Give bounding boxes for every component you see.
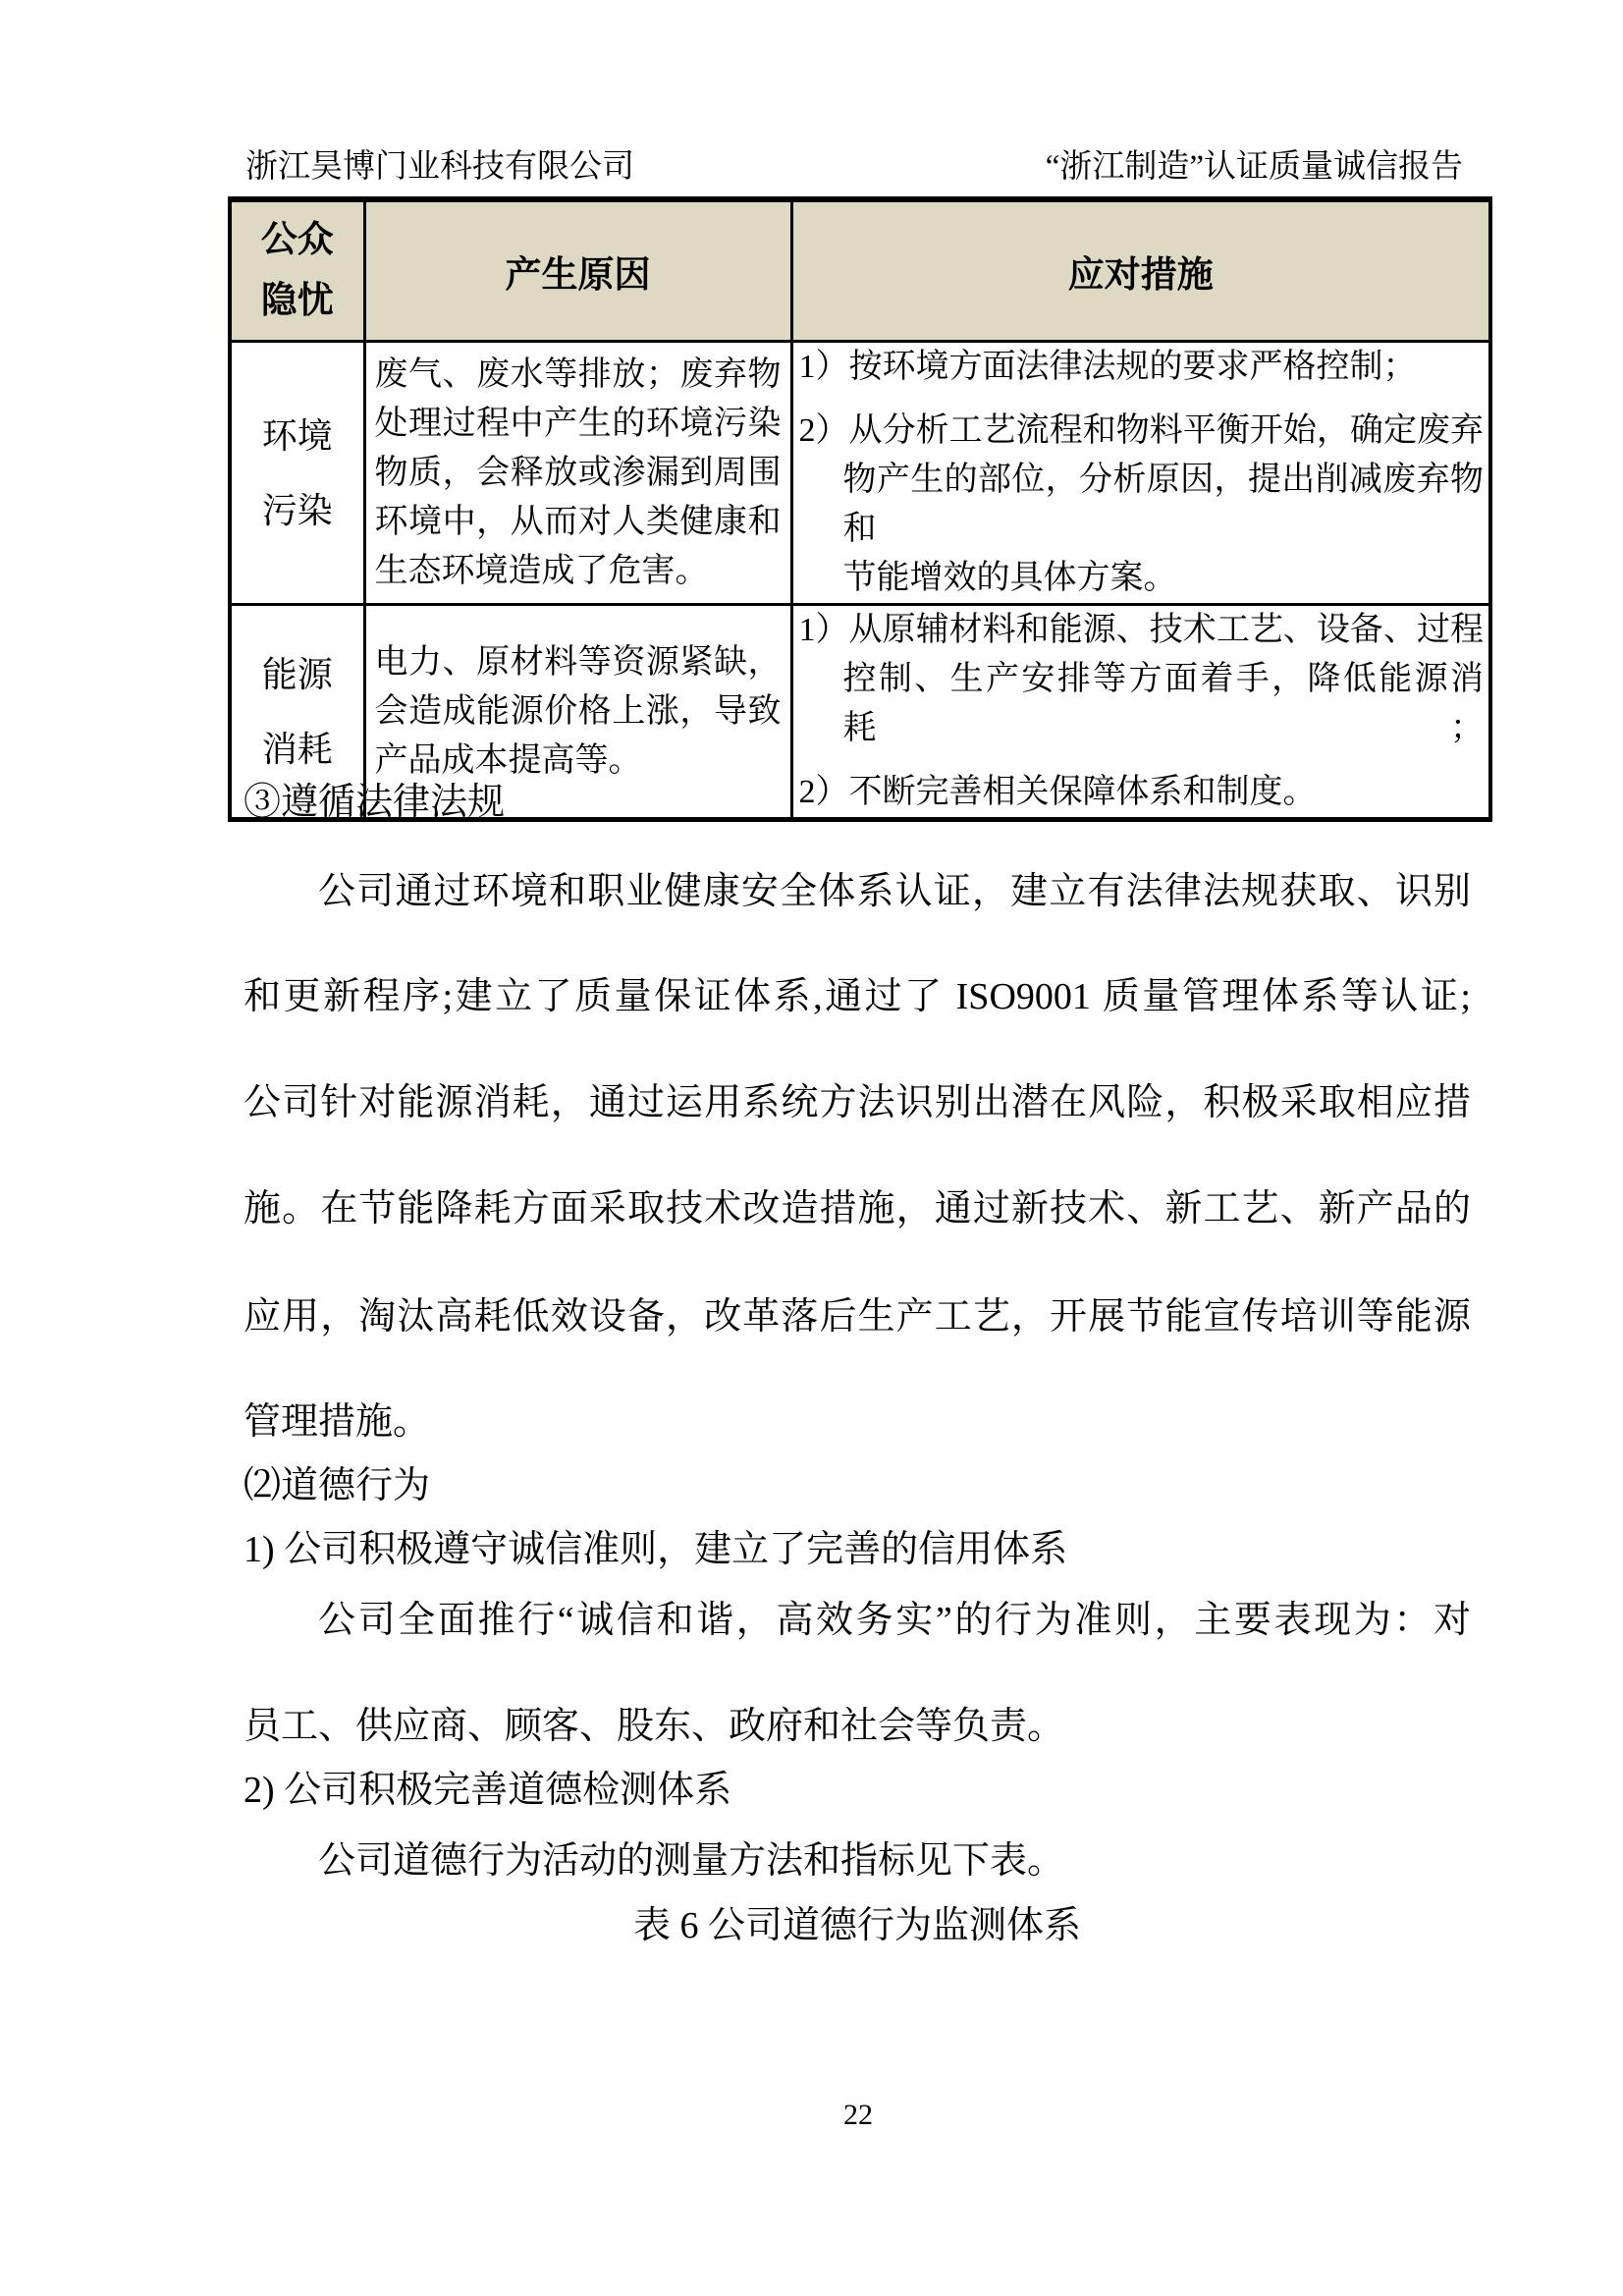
measure-line: 1）按环境方面法律法规的要求严格控制；: [798, 349, 1417, 385]
measure-line: 控制、生产安排等方面着手，降低能源消耗；: [842, 661, 1484, 746]
header-concern-line1: 公众: [260, 220, 334, 260]
measure-line: 2）不断完善相关保障体系和制度。: [798, 774, 1317, 810]
table-caption: 表 6 公司道德行为监测体系: [632, 1905, 1081, 1946]
subsection-heading-credit-system: 1) 公司积极遵守诚信准则，建立了完善的信用体系: [243, 1529, 1068, 1570]
concern-line: 消耗: [261, 729, 333, 769]
cause-line: 物质，会释放或渗漏到周围: [374, 454, 782, 491]
body-line: 公司道德行为活动的测量方法和指标见下表。: [318, 1840, 1065, 1882]
table-row-environment: [230, 342, 1490, 605]
page-header: [245, 147, 1463, 187]
cause-line: 环境中，从而对人类健康和: [374, 503, 782, 540]
body-line: 公司全面推行“诚信和谐，高效务实”的行为准则，主要表现为：对: [318, 1600, 1471, 1641]
cause-line: 生态环境造成了危害。: [374, 552, 709, 589]
body-line: 施。在节能降耗方面采取技术改造措施，通过新技术、新工艺、新产品的: [243, 1188, 1471, 1230]
measure-line: 节能增效的具体方案。: [842, 560, 1177, 596]
measure-line: 2）从分析工艺流程和物料平衡开始，确定废弃: [798, 412, 1484, 449]
cell-concern-environment: [230, 342, 364, 605]
body-line: 公司通过环境和职业健康安全体系认证，建立有法律法规获取、识别: [318, 871, 1471, 912]
cause-line: 处理过程中产生的环境污染: [374, 405, 782, 442]
concern-line: 能源: [261, 654, 333, 694]
public-concerns-table: [228, 196, 1492, 822]
header-cell-cause: 产生原因: [364, 199, 791, 342]
header-cell-public-concern: [230, 199, 364, 342]
subsection-heading-moral-monitoring: 2) 公司积极完善道德检测体系: [243, 1770, 732, 1811]
cell-cause-environment: [364, 342, 791, 605]
section-heading-laws: ③遵循法律法规: [243, 782, 506, 823]
section-heading-moral-behavior: ⑵道德行为: [243, 1465, 431, 1506]
concern-line: 环境: [261, 415, 333, 456]
page-number: 22: [843, 2099, 873, 2131]
body-line: 应用，淘汰高耗低效设备，改革落后生产工艺，开展节能宣传培训等能源: [243, 1296, 1471, 1338]
body-line: 管理措施。: [243, 1401, 431, 1443]
concern-line: 污染: [261, 490, 333, 530]
cause-line: 会造成能源价格上涨，导致: [374, 692, 782, 730]
measure-line: 物产生的部位，分析原因，提出削减废弃物和: [842, 462, 1484, 547]
header-concern-line2: 隐忧: [260, 281, 334, 321]
cell-measures-environment: [791, 342, 1490, 605]
table-header-row: [230, 199, 1490, 342]
body-line: 员工、供应商、顾客、股东、政府和社会等负责。: [243, 1706, 1065, 1747]
header-left-text: 浙江昊博门业科技有限公司: [245, 149, 634, 185]
cause-line: 电力、原材料等资源紧缺，: [374, 643, 782, 681]
cause-line: 产品成本提高等。: [374, 741, 642, 779]
body-line: 和更新程序;建立了质量保证体系,通过了 ISO9001 质量管理体系等认证;: [243, 976, 1471, 1017]
cause-line: 废气、废水等排放；废弃物: [374, 355, 782, 393]
header-cell-measures: 应对措施: [791, 199, 1490, 342]
header-right-text: “浙江制造”认证质量诚信报告: [1045, 149, 1463, 185]
body-line: 公司针对能源消耗，通过运用系统方法识别出潜在风险，积极采取相应措: [243, 1082, 1471, 1123]
measure-line: 1）从原辅材料和能源、技术工艺、设备、过程: [798, 612, 1484, 648]
